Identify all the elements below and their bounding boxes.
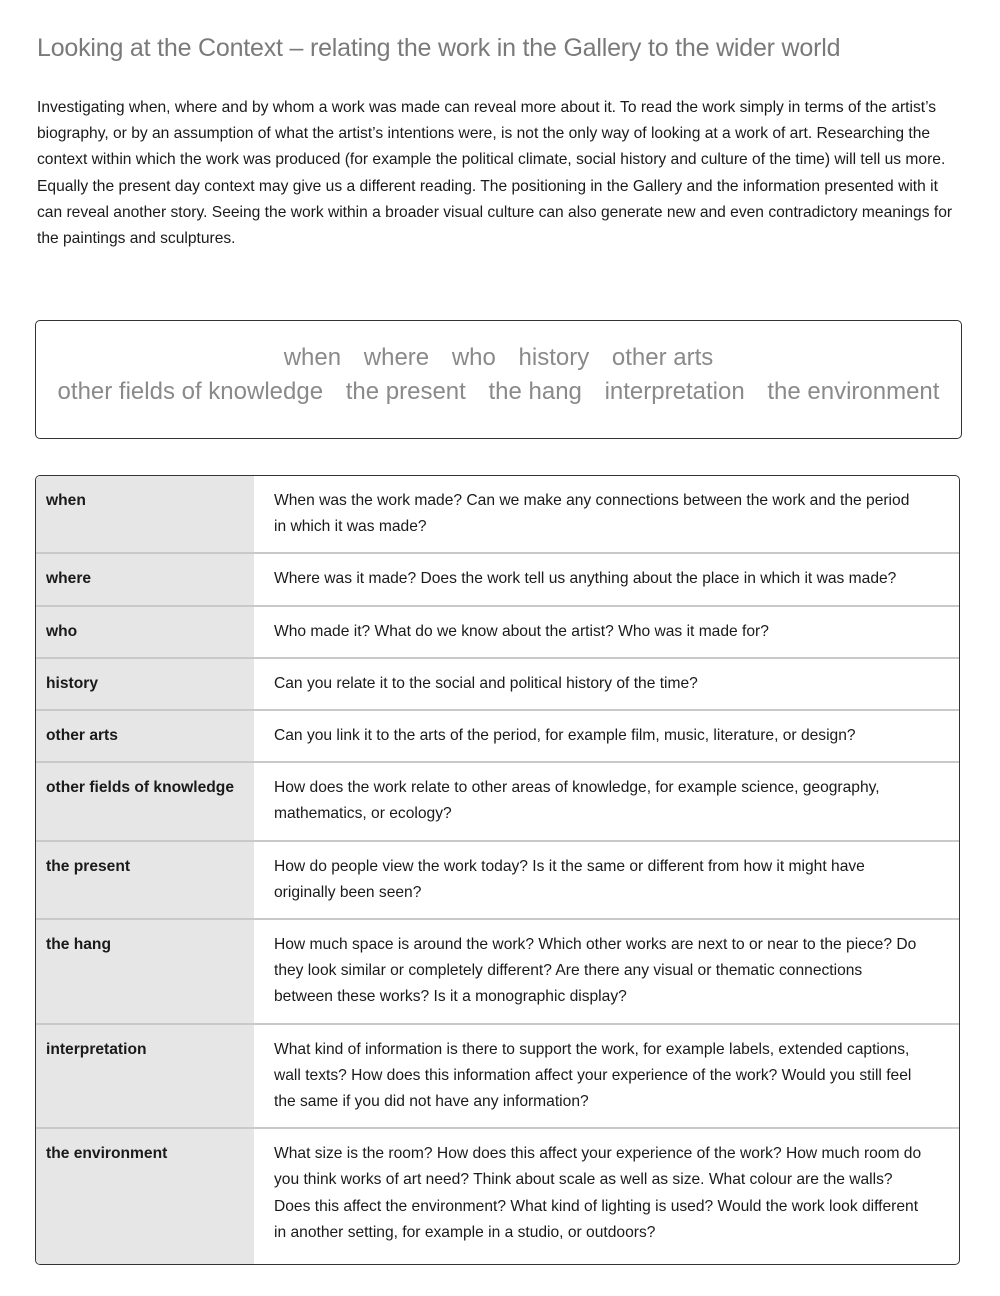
keyword-line-1: [36, 341, 961, 375]
row-question: Can you link it to the arts of the period, for example film, music, literature, or design?: [274, 727, 856, 745]
row-question: What kind of information is there to support the work, for example labels, extended captions, wall texts? How does this information affect your experience of the work? Would you still feel the same if you did not have any information?: [274, 1040, 912, 1111]
row-question: Can you relate it to the social and political history of the time?: [274, 674, 698, 692]
row-question: Where was it made? Does the work tell us anything about the place in which it was made?: [274, 570, 897, 588]
table-row: [36, 840, 959, 918]
row-label: where: [36, 554, 254, 604]
table-row: [36, 552, 959, 604]
table-row: [36, 709, 959, 761]
questions-table: [35, 475, 960, 1265]
row-label: other fields of knowledge: [36, 763, 254, 839]
row-label: other arts: [36, 711, 254, 761]
intro-paragraph: Investigating when, where and by whom a work was made can reveal more about it. To read the work simply in terms of the artist’s biography, or by an assumption of what the artist’s intentions were, is not the only way of looking at a work of art. Researching the context within which the work was produced (for example the political climate, social history and culture of the time) will tell us more. Equally the present day context may give us a different reading. The positioning in the Gallery and the information presented with it can reveal another story. Seeing the work within a broader visual culture can also generate new and even contradictory meanings for the paintings and sculptures.: [37, 99, 953, 248]
row-question: What size is the room? How does this affect your experience of the work? How much room do you think works of art need? Think about scale as well as size. What colour are the walls? Does this affect the environment? What kind of lighting is used? Would the work look different in another setting, for example in a studio, or outdoors?: [274, 1145, 922, 1241]
row-question: Who made it? What do we know about the artist? Who was it made for?: [274, 622, 769, 640]
keyword-the-environment: the environment: [767, 378, 940, 405]
row-label: the present: [36, 842, 254, 918]
row-question: How much space is around the work? Which other works are next to or near to the piece? Do they look similar or completely different? Are there any visual or thematic connections between these works? Is it a monographic display?: [274, 936, 917, 1006]
row-question: How does the work relate to other areas of knowledge, for example science, geography, mathematics, or ecology?: [274, 779, 880, 823]
table-row: [36, 605, 959, 657]
keyword-who: who: [451, 344, 496, 371]
keyword-the-present: the present: [345, 378, 466, 405]
row-question: How do people view the work today? Is it the same or different from how it might have originally been seen?: [274, 857, 865, 901]
row-label: when: [36, 476, 254, 552]
table-row: [36, 476, 959, 552]
keyword-other-arts: other arts: [611, 344, 714, 371]
table-row: [36, 918, 959, 1023]
page-title: Looking at the Context – relating the work in the Gallery to the wider world: [37, 34, 841, 62]
row-label: the environment: [36, 1129, 254, 1264]
row-label: who: [36, 607, 254, 657]
row-label: interpretation: [36, 1025, 254, 1128]
table-row: [36, 761, 959, 839]
keyword-box: [35, 320, 962, 439]
keyword-history: history: [518, 344, 590, 371]
keyword-the-hang: the hang: [488, 378, 582, 405]
table-row: [36, 1023, 959, 1128]
keyword-other-fields-of-knowledge: other fields of knowledge: [57, 378, 324, 405]
row-label: history: [36, 659, 254, 709]
keyword-interpretation: interpretation: [604, 378, 745, 405]
table-row: [36, 657, 959, 709]
table-row: [36, 1127, 959, 1264]
row-question: When was the work made? Can we make any connections between the work and the period in which it was made?: [274, 492, 910, 536]
keyword-line-2: [36, 375, 961, 409]
row-label: the hang: [36, 920, 254, 1023]
keyword-when: when: [283, 344, 342, 371]
keyword-where: where: [363, 344, 430, 371]
